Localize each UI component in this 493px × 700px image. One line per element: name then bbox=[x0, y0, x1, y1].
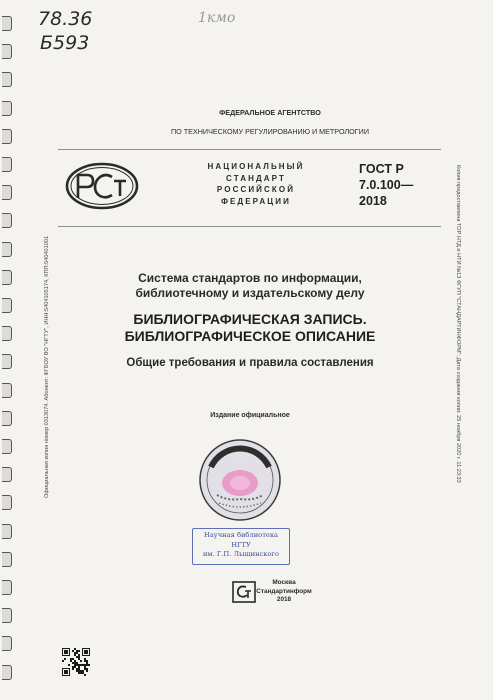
document-title: БИБЛИОГРАФИЧЕСКАЯ ЗАПИСЬ. БИБЛИОГРАФИЧЕСКОЕ ОПИСАНИЕ bbox=[124, 311, 376, 344]
side-note-left: Официальная копия номер 0313074. Абонент: ФГБОУ ВО "НГТУ", ИНН:5404105174, КПП:540401001 bbox=[44, 235, 50, 498]
binding-hole bbox=[2, 354, 12, 369]
binding-hole bbox=[2, 326, 12, 341]
document-subtitle: Общие требования и правила составления bbox=[126, 357, 374, 369]
binding-hole bbox=[2, 242, 12, 257]
binding-hole bbox=[2, 495, 12, 510]
binding-hole bbox=[2, 16, 12, 31]
standartinform-logo-icon bbox=[232, 581, 256, 603]
binding-hole bbox=[2, 636, 12, 651]
rst-logo-icon bbox=[64, 162, 140, 210]
binding-hole bbox=[2, 101, 12, 116]
handwritten-index: Б593 bbox=[40, 32, 90, 54]
agency-name-line2: ПО ТЕХНИЧЕСКОМУ РЕГУЛИРОВАНИЮ И МЕТРОЛОГИИ bbox=[170, 127, 369, 136]
library-seal-icon bbox=[197, 437, 283, 523]
pencil-note: 1кмо bbox=[198, 10, 236, 26]
binding-hole bbox=[2, 213, 12, 228]
agency-name-line1: ФЕДЕРАЛЬНОЕ АГЕНТСТВО bbox=[219, 108, 321, 117]
binding-hole bbox=[2, 467, 12, 482]
top-divider bbox=[58, 149, 441, 150]
side-note-right: Копия предоставлена ТОР НТД и НТИ №13 ФГУП "СТАНДАРТИНФОРМ". Дата создания копии: 25 ноября 2020 г. 11:23:33 bbox=[455, 165, 461, 483]
binding-hole bbox=[2, 552, 12, 567]
binding-hole bbox=[2, 580, 12, 595]
binding-hole bbox=[2, 270, 12, 285]
binding-hole bbox=[2, 44, 12, 59]
library-stamp: Научная библиотека НГТУ им. Г.П. Лыщинского bbox=[192, 528, 290, 565]
national-standard-label: НАЦИОНАЛЬНЫЙ СТАНДАРТ РОССИЙСКОЙ ФЕДЕРАЦИИ bbox=[207, 162, 305, 206]
series-title: Система стандартов по информации, библиотечному и издательскому делу bbox=[135, 271, 365, 300]
binding-hole bbox=[2, 72, 12, 87]
binding-hole bbox=[2, 439, 12, 454]
binding-hole bbox=[2, 157, 12, 172]
gost-number: ГОСТ Р 7.0.100— 2018 bbox=[359, 162, 414, 208]
binding-hole bbox=[2, 129, 12, 144]
edition-label: Издание официальное bbox=[210, 412, 290, 419]
qr-code-icon bbox=[62, 648, 90, 676]
binding-hole bbox=[2, 524, 12, 539]
binding-hole bbox=[2, 185, 12, 200]
publisher-info: Москва Стандартинформ 2018 bbox=[256, 579, 312, 603]
binding-holes bbox=[0, 0, 16, 700]
binding-hole bbox=[2, 298, 12, 313]
header-divider bbox=[58, 226, 441, 227]
binding-hole bbox=[2, 608, 12, 623]
binding-hole bbox=[2, 411, 12, 426]
binding-hole bbox=[2, 665, 12, 680]
handwritten-classification: 78.36 bbox=[38, 8, 93, 30]
binding-hole bbox=[2, 383, 12, 398]
